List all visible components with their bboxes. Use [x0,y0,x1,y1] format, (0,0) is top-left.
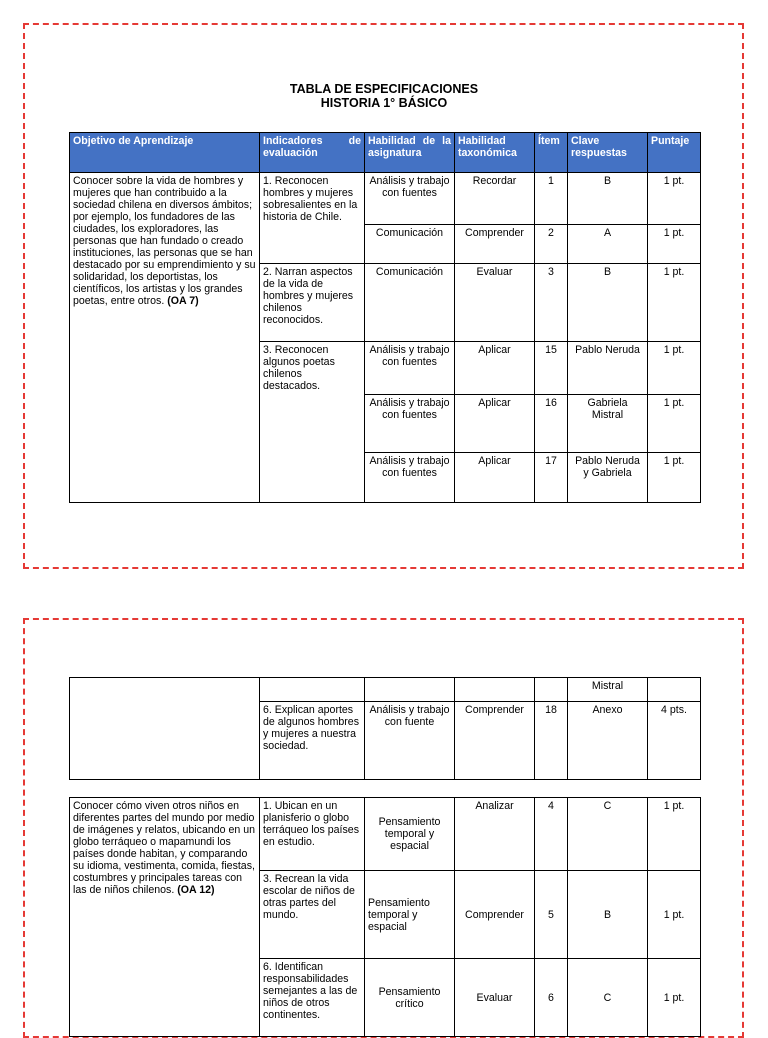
key-cell: Mistral [568,678,648,702]
header-objetivo: Objetivo de Aprendizaje [70,133,260,173]
header-indicadores: Indicadores de evaluación [260,133,365,173]
taxonomy-cell: Comprender [455,702,535,780]
skill-cell: Pensamiento temporal y espacial [365,871,455,959]
indicator-cell: 3. Reconocen algunos poetas chilenos destacados. [260,342,365,503]
title-line-1: TABLA DE ESPECIFICACIONES [289,82,479,96]
specifications-table [69,132,701,503]
skill-cell: Comunicación [365,225,455,264]
indicator-cell: 3. Recrean la vida escolar de niños de otras partes del mundo. [260,871,365,959]
specifications-table-continuation [69,677,701,780]
taxonomy-cell: Aplicar [455,453,535,503]
item-cell: 2 [535,225,568,264]
score-cell: 1 pt. [648,959,701,1037]
taxonomy-cell [455,678,535,702]
score-cell: 1 pt. [648,342,701,395]
skill-cell: Análisis y trabajo con fuentes [365,395,455,453]
objective-cell [70,173,260,503]
score-cell [648,678,701,702]
key-cell: A [568,225,648,264]
key-cell: Anexo [568,702,648,780]
objective-cell [70,678,260,780]
skill-cell: Comunicación [365,264,455,342]
key-cell: B [568,871,648,959]
table-row [70,798,701,871]
key-cell: B [568,173,648,225]
key-cell: C [568,959,648,1037]
taxonomy-cell: Analizar [455,798,535,871]
item-cell: 17 [535,453,568,503]
header-clave: Clave respuestas [568,133,648,173]
header-item: Ítem [535,133,568,173]
header-habilidad-asignatura: Habilidad de la asignatura [365,133,455,173]
header-habilidad-taxonomica: Habilidad taxonómica [455,133,535,173]
key-cell: C [568,798,648,871]
objective-code: (OA 12) [177,884,215,896]
score-cell: 1 pt. [648,395,701,453]
taxonomy-cell: Comprender [455,871,535,959]
table-row [70,173,701,225]
document-title [0,82,768,110]
skill-cell: Análisis y trabajo con fuentes [365,173,455,225]
taxonomy-cell: Aplicar [455,342,535,395]
taxonomy-cell: Comprender [455,225,535,264]
item-cell [535,678,568,702]
score-cell: 1 pt. [648,798,701,871]
indicator-cell: 6. Explican aportes de algunos hombres y mujeres a nuestra sociedad. [260,702,365,780]
objective-code: (OA 7) [167,295,199,307]
specifications-table-oa12 [69,797,701,1037]
score-cell: 1 pt. [648,264,701,342]
score-cell: 1 pt. [648,453,701,503]
item-cell: 18 [535,702,568,780]
item-cell: 4 [535,798,568,871]
skill-cell [365,678,455,702]
skill-cell: Pensamiento crítico [365,959,455,1037]
item-cell: 5 [535,871,568,959]
indicator-cell: 1. Ubican en un planisferio o globo terráqueo los países en estudio. [260,798,365,871]
taxonomy-cell: Aplicar [455,395,535,453]
taxonomy-cell: Evaluar [455,264,535,342]
objective-text: Conocer cómo viven otros niños en diferentes partes del mundo por medio de imágenes y relatos, ubicando en un globo terráqueo o mapamundi los países donde habitan, y comparando su idioma, vestimenta, comida, fiestas, costumbres y principales tareas con las de niños chilenos. [73,800,255,896]
indicator-cell: 6. Identifican responsabilidades semejantes a las de niños de otros continentes. [260,959,365,1037]
skill-cell: Análisis y trabajo con fuente [365,702,455,780]
taxonomy-cell: Recordar [455,173,535,225]
skill-cell: Análisis y trabajo con fuentes [365,453,455,503]
key-cell: Pablo Neruda [568,342,648,395]
score-cell: 1 pt. [648,225,701,264]
item-cell: 6 [535,959,568,1037]
item-cell: 15 [535,342,568,395]
objective-text: Conocer sobre la vida de hombres y mujeres que han contribuido a la sociedad chilena en diversos ámbitos; por ejemplo, los fundadores de las ciudades, los exploradores, las personas que han fundado o creado instituciones, las personas que se han destacado por su emprendimiento y su solidaridad, los deportistas, los científicos, los artistas y los grandes poetas, entre otros. [73,175,256,307]
item-cell: 16 [535,395,568,453]
score-cell: 1 pt. [648,173,701,225]
score-cell: 1 pt. [648,871,701,959]
item-cell: 3 [535,264,568,342]
objective-cell [70,798,260,1037]
score-cell: 4 pts. [648,702,701,780]
skill-cell: Análisis y trabajo con fuentes [365,342,455,395]
key-cell: B [568,264,648,342]
title-line-2: HISTORIA 1° BÁSICO [320,96,448,110]
skill-cell: Pensamiento temporal y espacial [365,798,455,871]
indicator-cell: 2. Narran aspectos de la vida de hombres y mujeres chilenos reconocidos. [260,264,365,342]
header-puntaje: Puntaje [648,133,701,173]
key-cell: Gabriela Mistral [568,395,648,453]
taxonomy-cell: Evaluar [455,959,535,1037]
indicator-cell [260,678,365,702]
indicator-cell: 1. Reconocen hombres y mujeres sobresalientes en la historia de Chile. [260,173,365,264]
item-cell: 1 [535,173,568,225]
table-row [70,678,701,702]
key-cell: Pablo Neruda y Gabriela [568,453,648,503]
